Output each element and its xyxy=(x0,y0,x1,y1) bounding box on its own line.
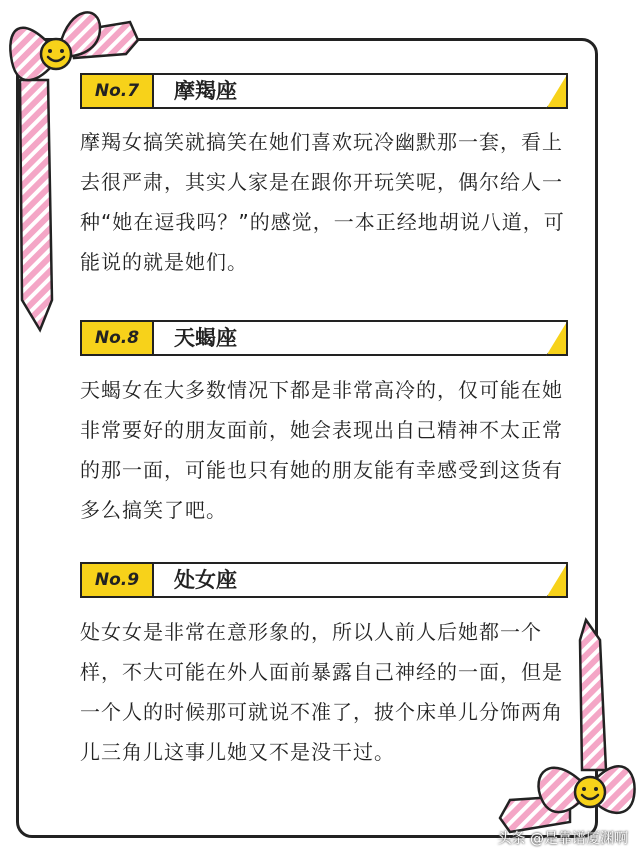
section-paragraph-scorpio: 天蝎女在大多数情况下都是非常高冷的，仅可能在她非常要好的朋友面前，她会表现出自己精神不太正常的那一面，可能也只有她的朋友能有幸感受到这货有多么搞笑了吧。 xyxy=(80,378,563,522)
section-number-tag: No.9 xyxy=(80,562,154,598)
section-number-tag: No.8 xyxy=(80,320,154,356)
header-corner-decoration xyxy=(546,562,568,598)
section-number-tag: No.7 xyxy=(80,73,154,109)
section-header-capricorn xyxy=(80,73,568,109)
section-header-scorpio xyxy=(80,320,568,356)
smiley-face-icon xyxy=(572,774,608,810)
smiley-face-icon xyxy=(38,36,74,72)
section-title: 摩羯座 xyxy=(174,79,237,103)
section-title: 天蝎座 xyxy=(174,326,237,350)
header-corner-decoration xyxy=(546,73,568,109)
section-paragraph-capricorn: 摩羯女搞笑就搞笑在她们喜欢玩冷幽默那一套，看上去很严肃，其实人家是在跟你开玩笑呢，偶尔给人一种“她在逗我吗？”的感觉，一本正经地胡说八道，可能说的就是她们。 xyxy=(80,130,565,274)
watermark: 头条 @是靠谱厦渊啊 xyxy=(497,831,628,847)
header-corner-decoration xyxy=(546,320,568,356)
section-title: 处女座 xyxy=(174,568,237,592)
section-paragraph-virgo: 处女女是非常在意形象的，所以人前人后她都一个样，不大可能在外人面前暴露自己神经的一面，但是一个人的时候那可就说不准了，披个床单儿分饰两角儿三角儿这事儿她又不是没干过。 xyxy=(80,620,563,764)
section-header-virgo xyxy=(80,562,568,598)
